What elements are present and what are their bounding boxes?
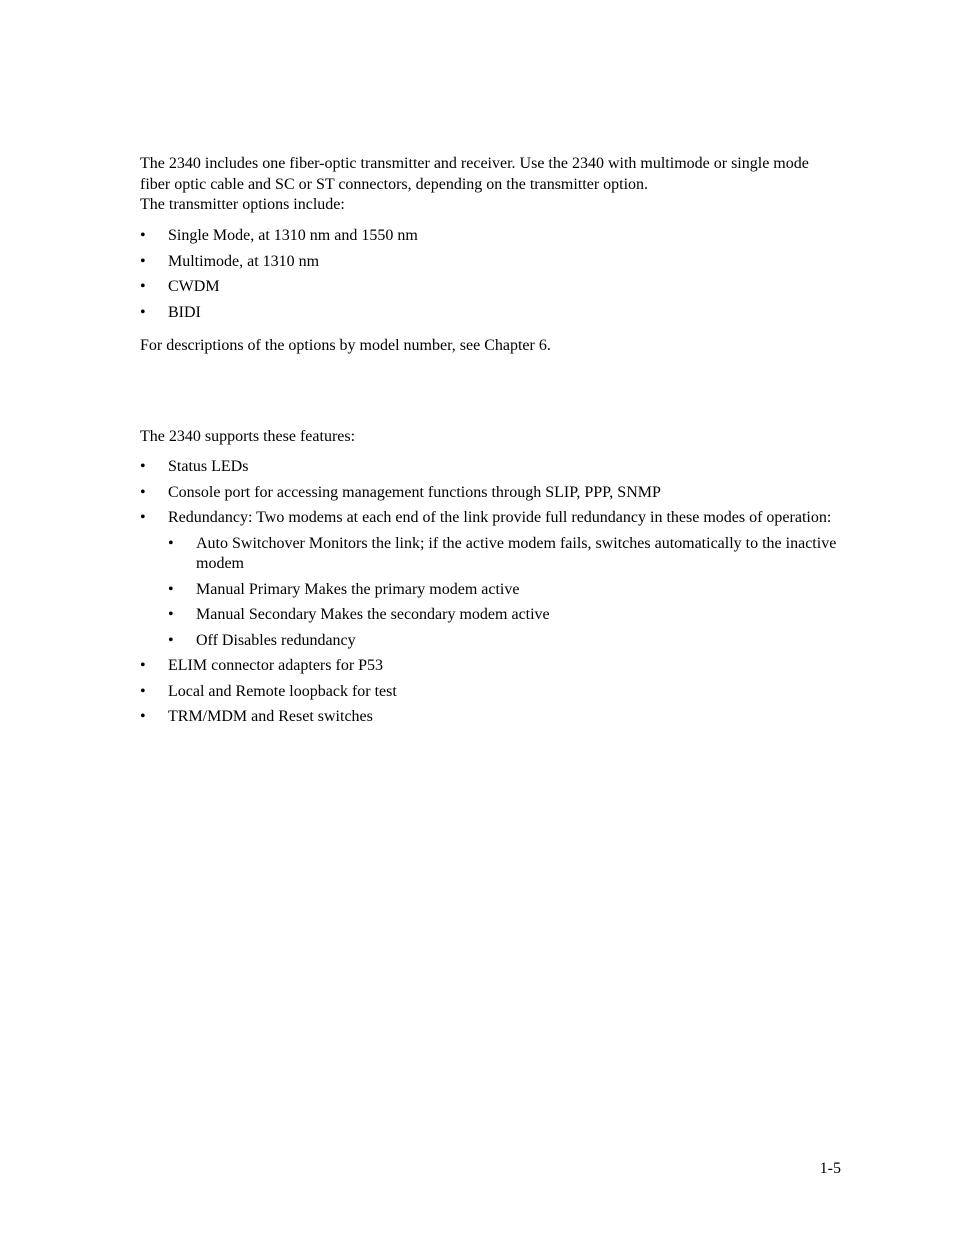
bullet-icon: • [140,509,146,526]
bullet-icon: • [140,227,146,244]
mode-text: Manual Secondary Makes the secondary modem active [196,606,550,623]
list-item [168,605,840,626]
option-text: BIDI [168,303,201,321]
bullet-icon: • [140,708,146,725]
transmitter-intro [140,154,840,216]
mode-text: Manual Primary Makes the primary modem active [196,580,520,598]
feature-text: ELIM connector adapters for P53 [168,657,384,674]
list-item [140,277,840,298]
mode-text: Off Disables redundancy [196,631,356,649]
list-item [168,534,840,575]
option-text: Single Mode, at 1310 nm and 1550 nm [168,227,418,244]
bullet-icon: • [140,458,146,475]
mode-text: Auto Switchover Monitors the link; if the active modem fails, switches automatically to the inactive modem [196,534,837,572]
page-number: 1-5 [819,1160,841,1177]
bullet-icon: • [168,580,174,598]
features-list [140,457,840,733]
list-item [168,580,840,601]
list-item [140,707,840,728]
bullet-icon: • [168,631,174,649]
list-item [140,656,840,677]
bullet-icon: • [168,606,174,623]
options-reference: For descriptions of the options by model number, see Chapter 6. [140,337,551,354]
transmitter-options-lead: The transmitter options include: [140,196,345,213]
list-item [140,483,840,504]
transmitter-intro-text: The 2340 includes one fiber-optic transmitter and receiver. Use the 2340 with multimode or single mode fiber optic cable and SC or ST connectors, depending on the transmitter option. [140,155,809,193]
list-item [168,631,840,652]
option-text: Multimode, at 1310 nm [168,252,320,270]
bullet-icon: • [140,303,146,321]
list-item [140,457,840,478]
bullet-icon: • [140,278,146,295]
feature-text: Status LEDs [168,458,249,475]
bullet-icon: • [140,657,146,674]
bullet-icon: • [168,534,174,552]
feature-text: Redundancy: Two modems at each end of the link provide full redundancy in these modes of operation: [168,509,832,526]
list-item [140,303,840,324]
list-item [140,226,840,247]
feature-text: Local and Remote loopback for test [168,682,397,700]
feature-text: TRM/MDM and Reset switches [168,708,373,725]
redundancy-modes-list [168,534,840,652]
feature-text: Console port for accessing management functions through SLIP, PPP, SNMP [168,483,661,501]
transmitter-options-list [140,226,840,328]
features-intro: The 2340 supports these features: [140,428,356,445]
bullet-icon: • [140,483,146,501]
option-text: CWDM [168,278,220,295]
bullet-icon: • [140,252,146,270]
list-item [140,682,840,703]
list-item [140,252,840,273]
bullet-icon: • [140,682,146,700]
list-item [140,508,840,651]
